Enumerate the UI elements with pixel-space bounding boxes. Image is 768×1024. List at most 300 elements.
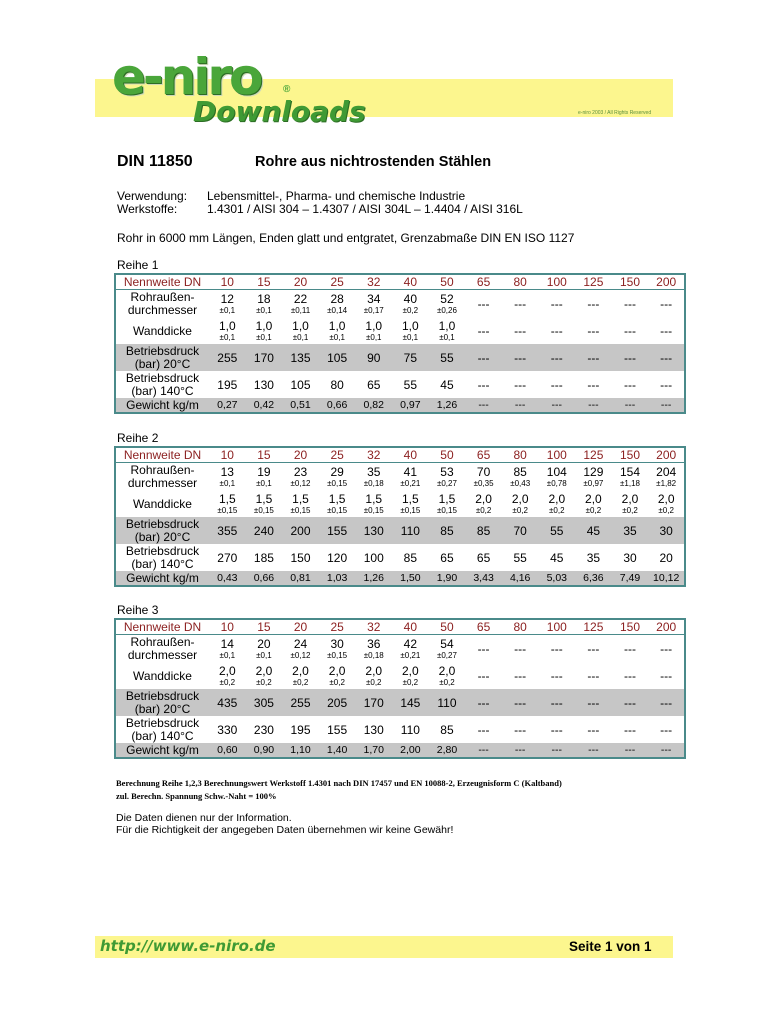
- outer-diameter-row: [115, 635, 685, 663]
- value: 2,0: [255, 663, 273, 678]
- reihe-label: Reihe 2: [117, 431, 159, 445]
- pressure-20c-cell: 205: [319, 689, 356, 716]
- wall-thickness-cell: [429, 662, 466, 689]
- pressure-20c-cell: 30: [648, 517, 685, 544]
- pressure-140c-cell: 65: [367, 377, 381, 392]
- weight-cell: 2,00: [392, 743, 429, 758]
- outer-diameter-cell: [355, 463, 392, 491]
- dn-header-cell: 125: [575, 274, 612, 290]
- weight-cell: ---: [575, 743, 612, 758]
- tolerance: ±0,2: [292, 677, 309, 687]
- wall-thickness-cell: [612, 662, 649, 689]
- tolerance: ±0,2: [256, 677, 272, 687]
- pressure-20c-cell: 170: [355, 689, 392, 716]
- weight-cell: 1,03: [319, 571, 356, 586]
- wall-thickness-cell: [246, 490, 283, 517]
- value: ---: [514, 323, 527, 338]
- wall-thickness-cell: [575, 317, 612, 344]
- value: 85: [513, 464, 527, 479]
- value: 1,0: [255, 318, 273, 333]
- row-label-bd20: [115, 344, 209, 371]
- pressure-140c-cell: ---: [624, 377, 636, 392]
- outer-diameter-cell: [429, 463, 466, 491]
- wall-thickness-row: [115, 317, 685, 344]
- pressure-20c-cell: 55: [538, 517, 575, 544]
- pipe-table: [114, 618, 686, 759]
- pressure-140c-cell: ---: [477, 377, 490, 392]
- pressure-20c-cell: 130: [355, 517, 392, 544]
- value: 1,0: [365, 318, 383, 333]
- pressure-20c-cell: 145: [392, 689, 429, 716]
- outer-diameter-cell: [575, 290, 612, 318]
- pressure-20c-row: [115, 344, 685, 371]
- tolerance: ±0,2: [219, 677, 236, 687]
- row-label-bd140: [115, 544, 209, 571]
- tolerance: ±0,15: [253, 505, 274, 515]
- value: 34: [367, 291, 381, 306]
- dn-header-cell: 125: [575, 619, 612, 635]
- value: ---: [514, 668, 527, 683]
- tolerance: ±0,43: [510, 478, 531, 488]
- weight-cell: 0,51: [282, 398, 319, 413]
- value: ---: [624, 296, 636, 311]
- pipe-table: [114, 446, 686, 587]
- wall-thickness-row: [115, 662, 685, 689]
- dn-header-cell: 25: [319, 447, 356, 463]
- copyright-note: e-niro 2003 / All Rights Reserved: [578, 110, 652, 116]
- value: 154: [619, 464, 641, 479]
- tolerance: ±0,17: [363, 305, 384, 315]
- weight-cell: 0,66: [246, 571, 283, 586]
- tolerance: ±0,1: [256, 332, 272, 342]
- row-label-rohr-line2: durchmesser: [127, 647, 198, 662]
- value: 2,0: [438, 663, 456, 678]
- row-label-rohr-line2: durchmesser: [127, 475, 198, 490]
- dn-header-cell: 10: [209, 274, 246, 290]
- wall-thickness-cell: [612, 490, 649, 517]
- weight-cell: 1,10: [282, 743, 319, 758]
- pressure-140c-cell: 55: [513, 550, 527, 565]
- wall-thickness-cell: [575, 662, 612, 689]
- row-label-nennweite: Nennweite DN: [115, 274, 209, 290]
- weight-row: [115, 743, 685, 758]
- tolerance: ±0,1: [256, 650, 272, 660]
- pressure-140c-row: [115, 716, 685, 743]
- row-label-bd140-line2: (bar) 140°C: [131, 728, 194, 743]
- pressure-20c-cell: 240: [246, 517, 283, 544]
- pressure-20c-cell: ---: [502, 689, 539, 716]
- outer-diameter-cell: [502, 463, 539, 491]
- pressure-20c-cell: 85: [465, 517, 502, 544]
- outer-diameter-cell: [246, 463, 283, 491]
- weight-cell: 0,81: [282, 571, 319, 586]
- weight-cell: 0,66: [319, 398, 356, 413]
- wall-thickness-cell: [502, 317, 539, 344]
- pressure-20c-cell: ---: [648, 689, 685, 716]
- wall-thickness-cell: [392, 662, 429, 689]
- pressure-140c-cell: ---: [624, 722, 636, 737]
- dn-header-cell: 32: [355, 274, 392, 290]
- outer-diameter-cell: [612, 463, 649, 491]
- row-label-bd20-line2: (bar) 20°C: [134, 529, 191, 544]
- downloads-logo: Downloads: [193, 95, 366, 128]
- wall-thickness-cell: [209, 490, 246, 517]
- value: 14: [220, 636, 234, 651]
- weight-cell: ---: [612, 398, 649, 413]
- tolerance: ±0,15: [290, 505, 311, 515]
- dn-header-cell: 200: [648, 619, 685, 635]
- tolerance: ±0,11: [290, 305, 311, 315]
- value: 1,0: [292, 318, 309, 333]
- registered-mark: ®: [283, 84, 291, 95]
- value: ---: [660, 641, 673, 656]
- dn-header-cell: 15: [246, 274, 283, 290]
- outer-diameter-cell: [465, 290, 502, 318]
- row-label-gewicht: Gewicht kg/m: [115, 571, 209, 586]
- pressure-140c-cell: ---: [587, 377, 600, 392]
- outer-diameter-cell: [319, 290, 356, 318]
- row-label-wanddicke: Wanddicke: [133, 496, 192, 511]
- value: 2,0: [328, 663, 346, 678]
- tolerance: ±0,14: [327, 305, 348, 315]
- value: 30: [330, 636, 344, 651]
- dn-header-cell: 125: [575, 447, 612, 463]
- row-label-bd20-line1: Betriebsdruck: [125, 517, 200, 531]
- wall-thickness-cell: [355, 490, 392, 517]
- pressure-140c-cell: 80: [330, 377, 344, 392]
- tolerance: ±0,12: [290, 478, 311, 488]
- tolerance: ±0,2: [549, 505, 565, 515]
- value: 2,0: [292, 663, 309, 678]
- row-label-rohr-line1: Rohraußen-: [130, 634, 195, 649]
- outer-diameter-cell: [575, 635, 612, 663]
- weight-cell: 3,43: [465, 571, 502, 586]
- dn-header-cell: 65: [465, 447, 502, 463]
- pressure-140c-cell: 100: [363, 550, 384, 565]
- dn-header-cell: 10: [209, 447, 246, 463]
- tolerance: ±0,2: [475, 505, 492, 515]
- verwendung-value: Lebensmittel-, Pharma- und chemische Industrie: [207, 189, 466, 203]
- weight-cell: 1,50: [392, 571, 429, 586]
- weight-cell: 0,90: [246, 743, 283, 758]
- tolerance: ±0,18: [363, 478, 384, 488]
- value: 1,5: [328, 491, 346, 506]
- dn-header-cell: 150: [612, 619, 649, 635]
- value: ---: [624, 641, 636, 656]
- dn-header-cell: 10: [209, 619, 246, 635]
- wall-thickness-cell: [246, 662, 283, 689]
- dn-header-cell: 20: [282, 619, 319, 635]
- tolerance: ±0,15: [327, 505, 348, 515]
- value: 40: [403, 291, 418, 306]
- wall-thickness-cell: [429, 490, 466, 517]
- row-label-bd140-line1: Betriebsdruck: [125, 371, 200, 385]
- tolerance: ±0,2: [512, 505, 528, 515]
- outer-diameter-cell: [429, 290, 466, 318]
- outer-diameter-cell: [209, 463, 246, 491]
- row-label-wanddicke: Wanddicke: [133, 668, 192, 683]
- tolerance: ±0,2: [402, 305, 419, 315]
- tolerance: ±1,82: [656, 478, 677, 488]
- weight-cell: ---: [465, 743, 502, 758]
- tolerance: ±0,21: [400, 478, 421, 488]
- pressure-140c-cell: ---: [550, 377, 563, 392]
- wall-thickness-cell: [465, 317, 502, 344]
- dn-header-cell: 40: [392, 619, 429, 635]
- weight-cell: 10,12: [648, 571, 685, 586]
- weight-cell: 1,26: [429, 398, 466, 413]
- weight-cell: 0,97: [392, 398, 429, 413]
- value: 1,5: [255, 491, 273, 506]
- outer-diameter-cell: [355, 290, 392, 318]
- tolerance: ±0,21: [400, 650, 421, 660]
- dn-header-cell: 80: [502, 619, 539, 635]
- wall-thickness-cell: [465, 662, 502, 689]
- wall-thickness-cell: [502, 662, 539, 689]
- row-label-rohr-line2: durchmesser: [127, 302, 198, 317]
- value: 1,0: [402, 318, 419, 333]
- pressure-140c-cell: 130: [253, 377, 274, 392]
- value: 12: [220, 291, 234, 306]
- page-title: DIN 11850: [117, 153, 193, 170]
- dn-header-cell: 100: [538, 447, 575, 463]
- outer-diameter-cell: [538, 290, 575, 318]
- value: 29: [330, 464, 344, 479]
- dn-header-cell: 80: [502, 447, 539, 463]
- row-label-nennweite: Nennweite DN: [115, 447, 209, 463]
- pressure-140c-cell: 330: [217, 722, 238, 737]
- pressure-20c-cell: 155: [319, 517, 356, 544]
- value: 2,0: [218, 663, 236, 678]
- dn-header-cell: 40: [392, 274, 429, 290]
- weight-cell: ---: [575, 398, 612, 413]
- value: 70: [476, 464, 491, 479]
- dn-header-cell: 65: [465, 274, 502, 290]
- pressure-20c-cell: 75: [392, 344, 429, 371]
- weight-cell: 1,70: [355, 743, 392, 758]
- wall-thickness-cell: [319, 490, 356, 517]
- value: 1,0: [218, 318, 236, 333]
- wall-thickness-cell: [502, 490, 539, 517]
- weight-cell: ---: [538, 743, 575, 758]
- tolerance: ±0,2: [439, 677, 455, 687]
- dn-header-cell: 15: [246, 447, 283, 463]
- dn-header-cell: 40: [392, 447, 429, 463]
- value: 2,0: [475, 491, 492, 506]
- value: ---: [550, 296, 563, 311]
- row-label-bd140-line2: (bar) 140°C: [131, 383, 194, 398]
- tolerance: ±0,15: [217, 505, 238, 515]
- outer-diameter-cell: [502, 635, 539, 663]
- weight-cell: 7,49: [612, 571, 649, 586]
- row-label-wanddicke: Wanddicke: [133, 323, 192, 338]
- tolerance: ±0,27: [436, 478, 457, 488]
- dn-header-cell: 200: [648, 274, 685, 290]
- pressure-140c-cell: 30: [623, 550, 637, 565]
- value: ---: [587, 641, 600, 656]
- tolerance: ±0,97: [583, 478, 604, 488]
- tolerance: ±0,15: [400, 505, 421, 515]
- outer-diameter-cell: [246, 290, 283, 318]
- wall-thickness-cell: [319, 317, 356, 344]
- pressure-140c-cell: ---: [660, 722, 673, 737]
- row-label-bd20: [115, 517, 209, 544]
- wall-thickness-cell: [648, 317, 685, 344]
- value: 24: [293, 636, 308, 651]
- wall-thickness-cell: [282, 662, 319, 689]
- tolerance: ±0,26: [436, 305, 457, 315]
- wall-thickness-cell: [429, 317, 466, 344]
- pressure-140c-cell: 65: [440, 550, 454, 565]
- outer-diameter-cell: [209, 290, 246, 318]
- outer-diameter-cell: [209, 635, 246, 663]
- value: 19: [257, 464, 271, 479]
- tolerance: ±0,15: [436, 505, 457, 515]
- value: 36: [367, 636, 381, 651]
- pressure-20c-cell: ---: [465, 689, 502, 716]
- value: 41: [403, 464, 418, 479]
- calculation-note-1: Berechnung Reihe 1,2,3 Berechnungswert Werkstoff 1.4301 nach DIN 17457 und EN 10088-2, Erzeugnisform C (Kaltband): [116, 778, 562, 788]
- pressure-140c-cell: ---: [550, 722, 563, 737]
- pressure-140c-cell: ---: [477, 722, 490, 737]
- pressure-20c-cell: ---: [538, 344, 575, 371]
- outer-diameter-cell: [355, 635, 392, 663]
- pressure-140c-cell: 20: [659, 550, 673, 565]
- pressure-20c-cell: 45: [575, 517, 612, 544]
- dn-header-cell: 200: [648, 447, 685, 463]
- value: 28: [330, 291, 344, 306]
- value: 53: [440, 464, 454, 479]
- outer-diameter-cell: [392, 463, 429, 491]
- weight-row: [115, 571, 685, 586]
- dn-header-cell: 32: [355, 619, 392, 635]
- value: ---: [477, 668, 490, 683]
- wall-thickness-cell: [209, 662, 246, 689]
- value: 2,0: [657, 491, 675, 506]
- pressure-20c-cell: 305: [246, 689, 283, 716]
- dn-header-cell: 20: [282, 447, 319, 463]
- pressure-20c-cell: 170: [246, 344, 283, 371]
- tolerance: ±0,2: [658, 505, 674, 515]
- row-label-bd140: [115, 371, 209, 398]
- weight-cell: 4,16: [502, 571, 539, 586]
- value: ---: [514, 296, 527, 311]
- row-label-bd20-line1: Betriebsdruck: [125, 344, 200, 358]
- tolerance: ±0,15: [327, 650, 348, 660]
- pressure-140c-cell: 195: [290, 722, 311, 737]
- outer-diameter-cell: [575, 463, 612, 491]
- dn-header-cell: 150: [612, 447, 649, 463]
- pressure-140c-cell: ---: [514, 722, 527, 737]
- tolerance: ±0,1: [365, 332, 382, 342]
- werkstoffe-line: [117, 203, 523, 216]
- value: ---: [587, 323, 600, 338]
- pressure-140c-cell: 150: [290, 550, 311, 565]
- dn-header-cell: 80: [502, 274, 539, 290]
- value: 20: [257, 636, 271, 651]
- outer-diameter-cell: [246, 635, 283, 663]
- value: ---: [550, 641, 563, 656]
- outer-diameter-cell: [648, 635, 685, 663]
- weight-cell: 0,82: [355, 398, 392, 413]
- pressure-20c-cell: 105: [319, 344, 356, 371]
- row-label-bd140: [115, 716, 209, 743]
- value: ---: [550, 668, 563, 683]
- dn-header-cell: 100: [538, 274, 575, 290]
- tolerance: ±0,35: [473, 478, 494, 488]
- value: 42: [403, 636, 418, 651]
- pressure-20c-cell: ---: [648, 344, 685, 371]
- wall-thickness-cell: [538, 317, 575, 344]
- pressure-20c-cell: ---: [575, 344, 612, 371]
- dn-header-cell: 25: [319, 274, 356, 290]
- outer-diameter-cell: [282, 635, 319, 663]
- outer-diameter-cell: [612, 635, 649, 663]
- wall-thickness-cell: [538, 490, 575, 517]
- wall-thickness-row: [115, 490, 685, 517]
- value: ---: [477, 296, 490, 311]
- pressure-140c-cell: 130: [363, 722, 384, 737]
- pressure-140c-cell: 45: [550, 550, 564, 565]
- wall-thickness-cell: [538, 662, 575, 689]
- weight-cell: 2,80: [429, 743, 466, 758]
- footer-url-link[interactable]: http://www.e-niro.de: [100, 937, 276, 955]
- value: 2,0: [511, 491, 529, 506]
- pressure-20c-cell: 135: [282, 344, 319, 371]
- value: ---: [587, 668, 600, 683]
- page-subtitle: Rohre aus nichtrostenden Stählen: [255, 154, 492, 170]
- pressure-20c-cell: ---: [502, 344, 539, 371]
- outer-diameter-cell: [612, 290, 649, 318]
- rohr-info-line: Rohr in 6000 mm Längen, Enden glatt und entgratet, Grenzabmaße DIN EN ISO 1127: [117, 231, 575, 245]
- pressure-20c-cell: 110: [429, 689, 466, 716]
- tolerance: ±0,1: [329, 332, 345, 342]
- tolerance: ±1,18: [620, 478, 640, 488]
- tolerance: ±0,15: [327, 478, 348, 488]
- tolerance: ±0,1: [219, 650, 236, 660]
- weight-cell: 1,40: [319, 743, 356, 758]
- pressure-140c-cell: 85: [403, 550, 418, 565]
- calculation-notes: [116, 777, 562, 803]
- dn-header-cell: 20: [282, 274, 319, 290]
- pressure-20c-cell: 355: [209, 517, 246, 544]
- wall-thickness-cell: [319, 662, 356, 689]
- row-label-gewicht: Gewicht kg/m: [115, 398, 209, 413]
- wall-thickness-cell: [282, 317, 319, 344]
- weight-cell: 0,60: [209, 743, 246, 758]
- dn-header-cell: 100: [538, 619, 575, 635]
- pressure-140c-cell: 155: [327, 722, 348, 737]
- tolerance: ±0,2: [402, 677, 419, 687]
- row-label-bd140-line2: (bar) 140°C: [131, 556, 194, 571]
- wall-thickness-cell: [392, 490, 429, 517]
- pressure-20c-cell: 90: [355, 344, 392, 371]
- tolerance: ±0,1: [292, 332, 309, 342]
- value: 2,0: [402, 663, 419, 678]
- outer-diameter-cell: [282, 290, 319, 318]
- page-number: Seite 1 von 1: [569, 939, 652, 954]
- outer-diameter-cell: [502, 290, 539, 318]
- value: ---: [514, 641, 527, 656]
- value: ---: [624, 323, 636, 338]
- disclaimer: [116, 812, 453, 836]
- row-label-bd20-line2: (bar) 20°C: [134, 356, 191, 371]
- pressure-20c-cell: 255: [282, 689, 319, 716]
- weight-row: [115, 398, 685, 413]
- dn-header-cell: 25: [319, 619, 356, 635]
- value: 1,5: [365, 491, 383, 506]
- pressure-20c-cell: 435: [209, 689, 246, 716]
